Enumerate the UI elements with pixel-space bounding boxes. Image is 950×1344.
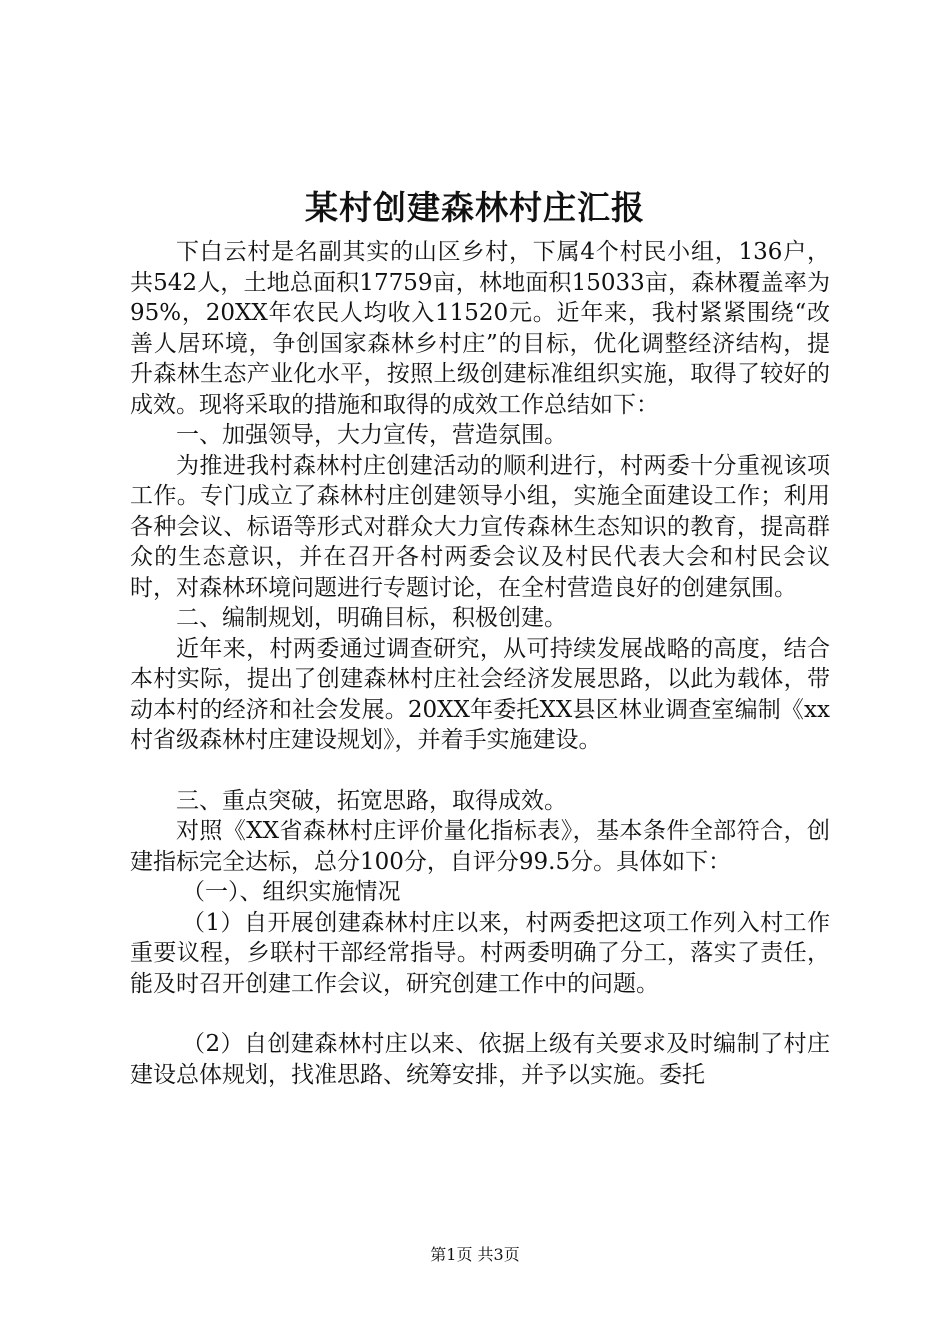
section-heading-2: 二、编制规划，明确目标，积极创建。 <box>176 605 567 631</box>
section-heading-3: 三、重点突破，拓宽思路，取得成效。 <box>176 787 567 814</box>
section-heading-1: 一、加强领导，大力宣传，营造氛围。 <box>176 422 567 448</box>
subsection-heading: （一）、组织实施情况 <box>182 879 401 905</box>
document-body <box>130 237 830 1090</box>
intro-paragraph: 下白云村是名副其实的山区乡村，下属4个村民小组，136户，共542人，土地总面积17759亩，林地面积15033亩，森林覆盖率为95%，20XX年农民人均收入11520元。近年来，我村紧紧围绕“改善人居环境，争创国家森林乡村庄”的目标，优化调整经济结构，提升森林生态产业化水平，按照上级创建标准组织实施，取得了较好的成效。现将采取的措施和取得的成效工作总结如下： <box>130 239 830 418</box>
document-title: 某村创建森林村庄汇报 <box>305 188 645 227</box>
item-1-paragraph: （1）自开展创建森林村庄以来，村两委把这项工作列入村工作重要议程，乡联村干部经常指导。村两委明确了分工，落实了责任，能及时召开创建工作会议，研究创建工作中的问题。 <box>130 909 830 997</box>
section-3-paragraph: 对照《XX省森林村庄评价量化指标表》，基本条件全部符合，创建指标完全达标，总分100分，自评分99.5分。具体如下： <box>130 818 830 875</box>
section-1-paragraph: 为推进我村森林村庄创建活动的顺利进行，村两委十分重视该项工作。专门成立了森林村庄创建领导小组，实施全面建设工作；利用各种会议、标语等形式对群众大力宣传森林生态知识的教育，提高群众的生态意识，并在召开各村两委会议及村民代表大会和村民会议时，对森林环境问题进行专题讨论，在全村营造良好的创建氛围。 <box>130 452 830 601</box>
section-2-paragraph: 近年来，村两委通过调查研究，从可持续发展战略的高度，结合本村实际，提出了创建森林村庄社会经济发展思路，以此为载体，带动本村的经济和社会发展。20XX年委托XX县区林业调查室编制《xx村省级森林村庄建设规划》，并着手实施建设。 <box>130 635 830 753</box>
item-2-paragraph: （2）自创建森林村庄以来、依据上级有关要求及时编制了村庄建设总体规划，找准思路、统筹安排，并予以实施。委托 <box>130 1031 830 1088</box>
page-footer: 第1页 共3页 <box>430 1245 520 1264</box>
